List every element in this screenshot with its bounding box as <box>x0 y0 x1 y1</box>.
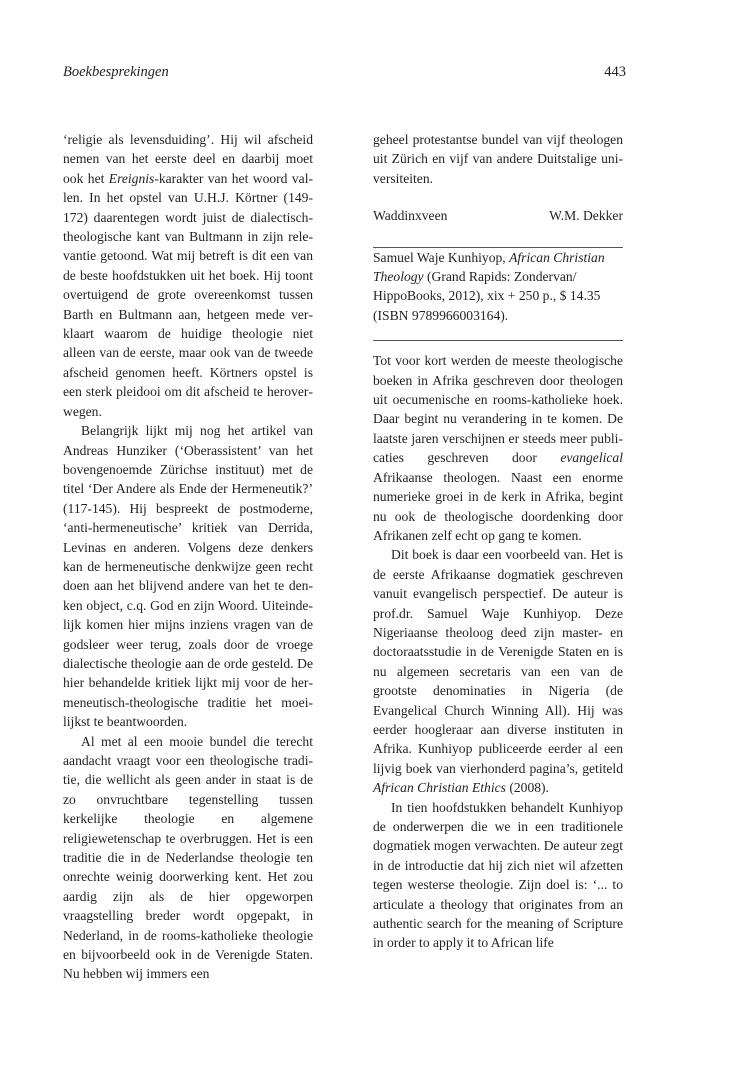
left-paragraph-2: Belangrijk lijkt mij nog het artikel van Andreas Hunziker (‘Oberassistent’ van het bovengenoemde Zürichse instituut) met de titel ‘Der Andere als Ende der Hermeneutik?’ (117-145). Hij bespreekt de postmoderne, ‘anti-hermeneutische’ kritiek van Derrida, Levinas en anderen. Volgens deze denkers kan de hermeneutische denkwijze geen recht doen aan het blijvend andere van het te denken object, c.q. God en zijn Woord. Uiteindelijk komen hier mijns inziens vragen van de godsleer weer terug, zoals door de vroege dialectische theologie aan de orde gesteld. De hier behandelde kritiek lijkt mij voor de hermeneutisch-theologische traditie het moeilijkst te beantwoorden. <box>63 423 313 730</box>
review-signature <box>373 206 623 225</box>
right-paragraph-2: Tot voor kort werden de meeste theologische boeken in Afrika geschreven door theologen uit oecumenische en rooms-katholieke hoek. Daar begint nu verandering in te komen. De laatste jaren verschijnen er steeds meer publicaties geschreven door evangelical Afrikaanse theologen. Naast een enorme numerieke groei in de kerk in Afrika, begint nu ook de theologische doordenking door Afrikanen zelf echt op gang te komen. <box>373 353 623 543</box>
signature-name: W.M. Dekker <box>549 208 623 224</box>
page-number: 443 <box>604 64 626 80</box>
right-paragraph-3: Dit boek is daar een voorbeeld van. Het is de eerste Afrikaanse dogmatiek geschreven vanuit evangelisch perspectief. De auteur is prof.dr. Samuel Waje Kunhiyop. Deze Nigeriaanse theoloog deed zijn master- en doctoraatsstudie in de Verenigde Staten en is nu algemeen secretaris van een van de grootste denominaties in Nigeria (de Evangelical Church Winning All). Hij was eerder hoogleraar aan diverse instituten in Afrika. Kunhiyop publiceerde eerder al een lijvig boek van vierhonderd pagina’s, getiteld African Christian Ethics (2008). <box>373 547 623 796</box>
right-column <box>373 130 623 953</box>
divider-bottom <box>373 340 623 341</box>
left-column <box>63 130 313 984</box>
left-paragraph-3: Al met al een mooie bundel die terecht aandacht vraagt voor een theologische traditie, die wellicht als geen ander in staat is de zo onvruchtbare tegenstelling tussen kerkelijke theologie en algemene religiewetenschap te overbruggen. Het is een traditie die in de Nederlandse theologie ten onrechte weinig doorwerking kent. Het zou aardig zijn als de hier opgeworpen vraagstelling breder wordt opgepakt, in Nederland, in de rooms-katholieke theologie en bijvoorbeeld ook in de Verenigde Staten. Nu hebben wij immers een <box>63 733 313 982</box>
right-paragraph-1: geheel protestantse bundel van vijf theologen uit Zürich en vijf van andere Duitstalige universiteiten. <box>373 132 623 186</box>
book-reference: Samuel Waje Kunhiyop, African Christian Theology (Grand Rapids: Zondervan/ HippoBooks, 2012), xix + 250 p., $ 14.35 (ISBN 9789966003164). <box>373 249 605 323</box>
right-paragraph-4: In tien hoofdstukken behandelt Kunhiyop de onderwerpen die we in een traditionele dogmatiek mogen verwachten. De auteur zegt in de introductie dat hij zich niet wil afzetten tegen westerse theologie. Zijn doel is: ‘... to articulate a theology that originates from an authentic search for the meaning of Scripture in order to apply it to African life <box>373 799 623 951</box>
running-header-title: Boekbesprekingen <box>63 64 169 80</box>
left-paragraph-1: ‘religie als levensduiding’. Hij wil afscheid nemen van het eerste deel en daarbij moet ook het Ereignis-karakter van het woord vallen. In het opstel van U.H.J. Körtner (149-172) daarentegen wordt juist de dialectisch-theologische kant van Bultmann in zijn relevantie getoond. Wat mij betreft is dit een van de beste hoofdstukken uit het boek. Hij toont overtuigend de grote overeenkomst tussen Barth en Bultmann aan, hetgeen mede verklaart waarom de huidige theologie niet alleen van de eerste, maar ook van de tweede afscheid genomen heeft. Körtners opstel is een sterk pleidooi om dit afscheid te heroverwegen. <box>63 132 313 419</box>
signature-place: Waddinxveen <box>373 208 448 224</box>
